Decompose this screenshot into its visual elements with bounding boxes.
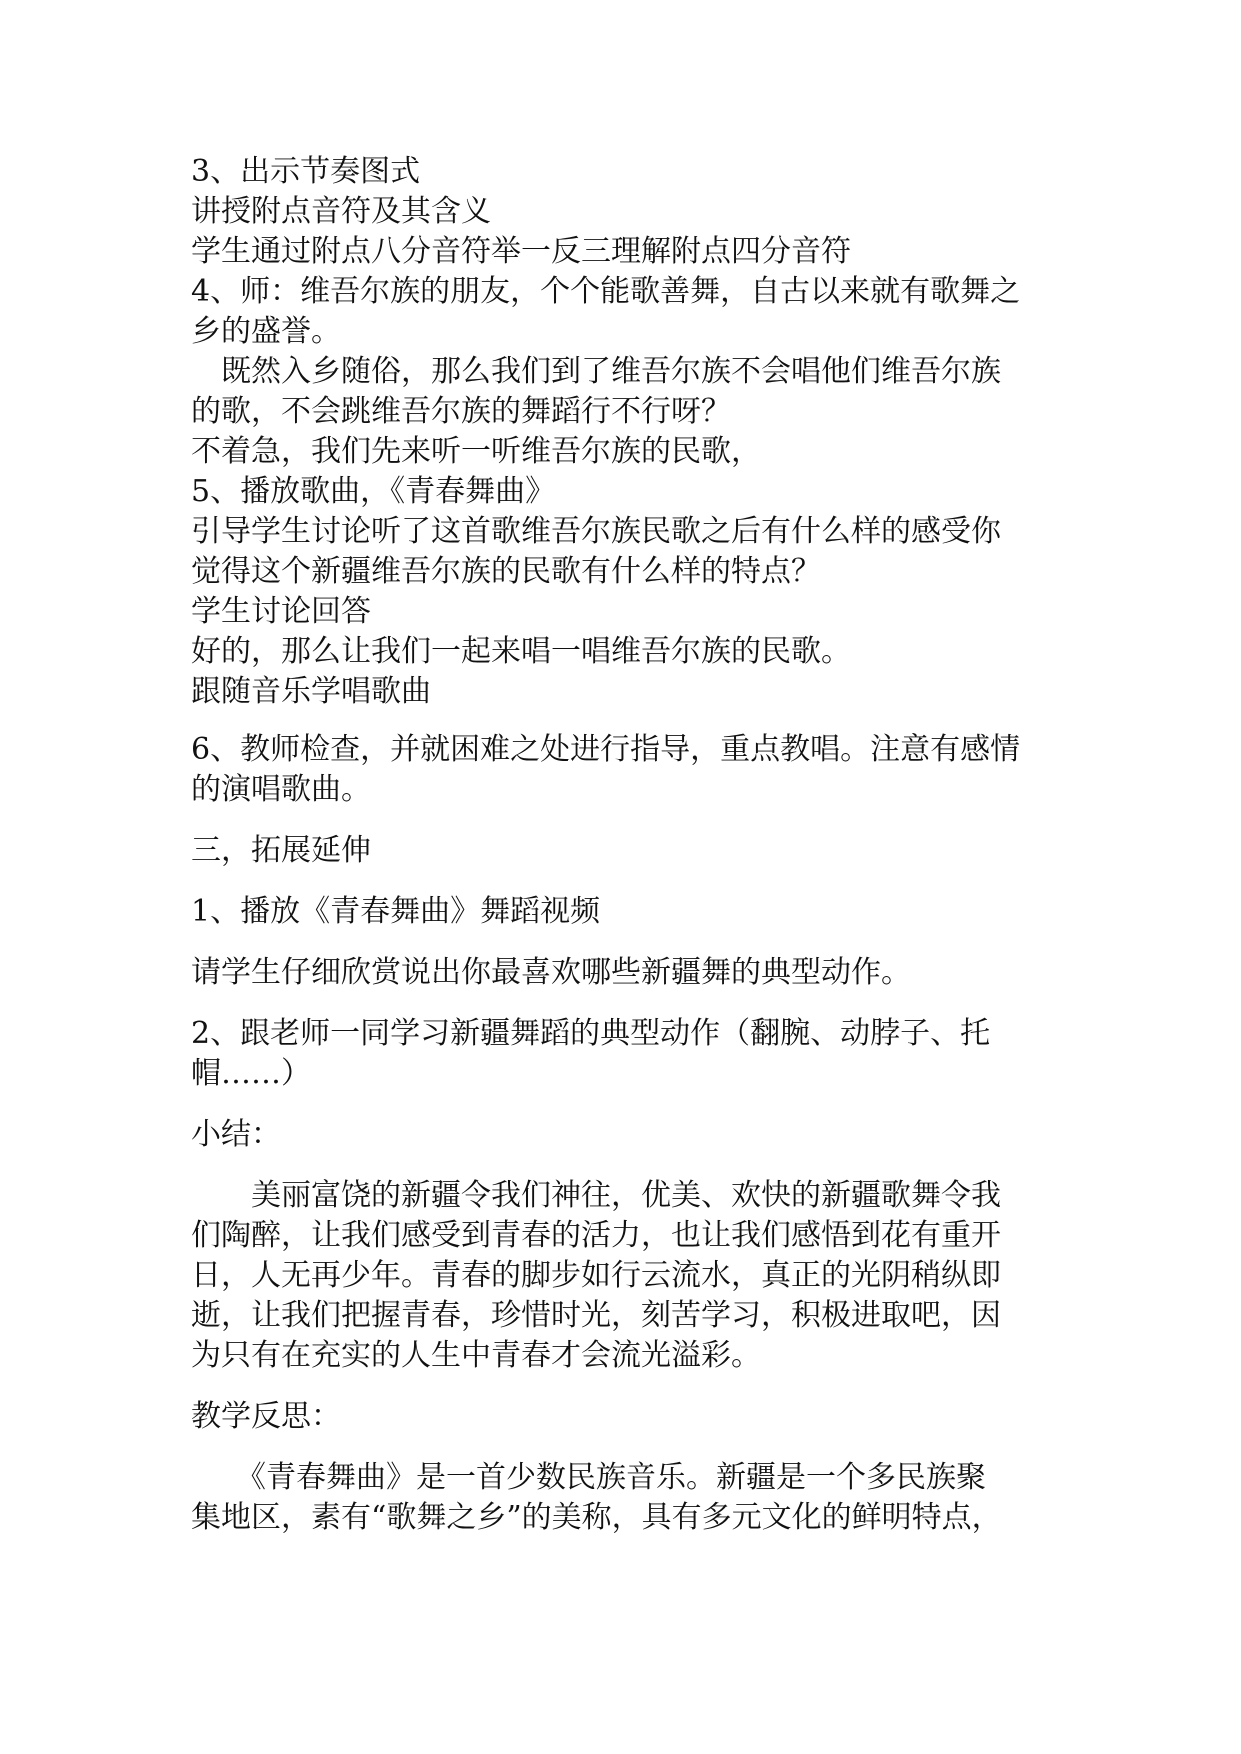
text-line: 讲授附点音符及其含义	[191, 194, 491, 229]
text-line: 《青春舞曲》是一首少数民族音乐。新疆是一个多民族聚	[191, 1460, 986, 1495]
text-line: 帽……）	[191, 1056, 311, 1091]
text-line: 5、播放歌曲，《青春舞曲》	[191, 474, 556, 509]
text-line: 们陶醉，让我们感受到青春的活力，也让我们感悟到花有重开	[191, 1218, 1001, 1253]
text-line: 乡的盛誉。	[191, 314, 341, 349]
text-line: 好的，那么让我们一起来唱一唱维吾尔族的民歌。	[191, 634, 851, 669]
text-line: 的歌，不会跳维吾尔族的舞蹈行不行呀？	[191, 394, 731, 429]
text-line: 不着急，我们先来听一听维吾尔族的民歌，	[191, 434, 761, 469]
text-line: 3、出示节奏图式	[191, 154, 421, 189]
reflection-heading: 教学反思：	[191, 1399, 341, 1434]
text-line: 学生通过附点八分音符举一反三理解附点四分音符	[191, 234, 851, 269]
document-body	[191, 152, 1071, 1538]
text-line: 6、教师检查，并就困难之处进行指导，重点教唱。注意有感情	[191, 732, 1021, 767]
text-line: 既然入乡随俗，那么我们到了维吾尔族不会唱他们维吾尔族	[191, 354, 1001, 389]
text-line: 2、跟老师一同学习新疆舞蹈的典型动作（翻腕、动脖子、托	[191, 1016, 991, 1051]
text-line: 美丽富饶的新疆令我们神往，优美、欢快的新疆歌舞令我	[191, 1178, 1001, 1213]
text-line: 请学生仔细欣赏说出你最喜欢哪些新疆舞的典型动作。	[191, 955, 911, 990]
section-heading: 三，拓展延伸	[191, 833, 371, 868]
text-line: 集地区，素有“歌舞之乡”的美称，具有多元文化的鲜明特点，	[191, 1500, 1002, 1535]
text-line: 日，人无再少年。青春的脚步如行云流水，真正的光阴稍纵即	[191, 1258, 1001, 1293]
text-line: 4、师：维吾尔族的朋友，个个能歌善舞，自古以来就有歌舞之	[191, 274, 1021, 309]
text-line: 为只有在充实的人生中青春才会流光溢彩。	[191, 1338, 761, 1373]
text-line: 引导学生讨论听了这首歌维吾尔族民歌之后有什么样的感受你	[191, 514, 1001, 549]
text-line: 学生讨论回答	[191, 594, 371, 629]
summary-heading: 小结：	[191, 1117, 281, 1152]
text-line: 1、播放《青春舞曲》舞蹈视频	[191, 894, 601, 929]
text-line: 觉得这个新疆维吾尔族的民歌有什么样的特点？	[191, 554, 821, 589]
text-line: 逝，让我们把握青春，珍惜时光，刻苦学习，积极进取吧，因	[191, 1298, 1001, 1333]
text-line: 跟随音乐学唱歌曲	[191, 674, 431, 709]
text-line: 的演唱歌曲。	[191, 772, 371, 807]
